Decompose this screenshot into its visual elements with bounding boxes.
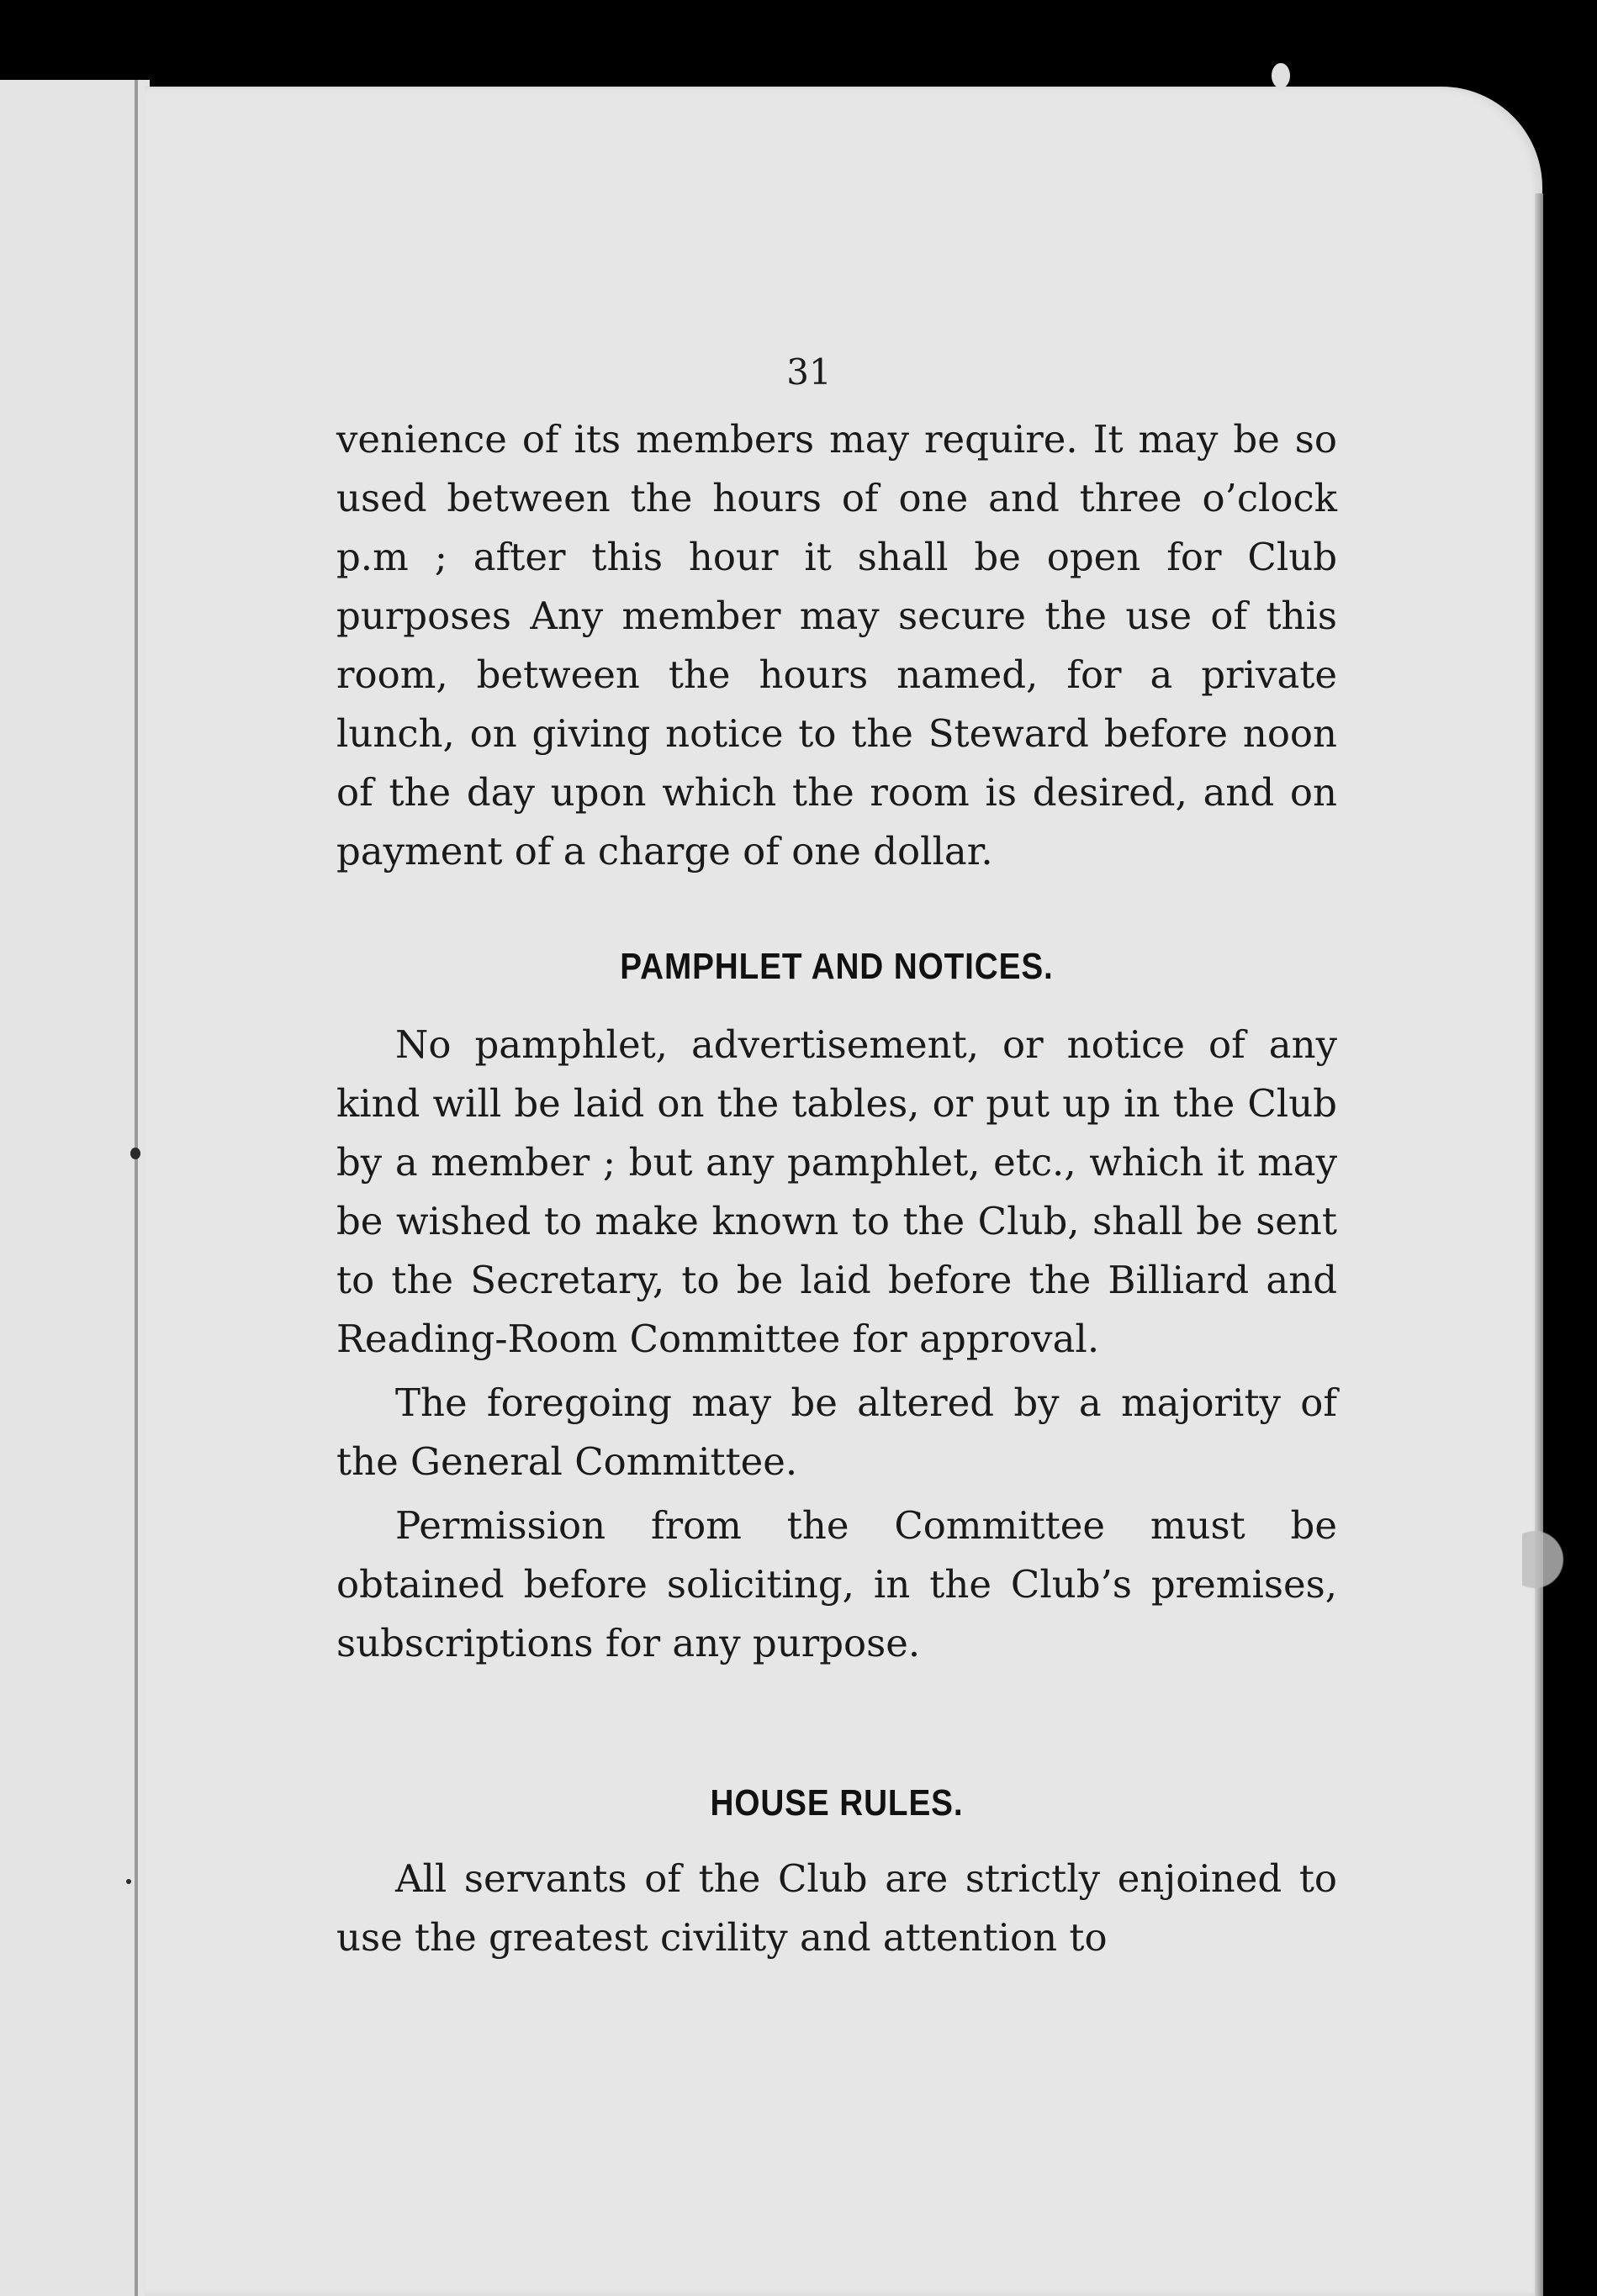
section-heading: PAMPHLET AND NOTICES. [620, 946, 1054, 987]
body-text-section-1 [336, 410, 1337, 881]
paragraph: No pamphlet, advertisement, or notice of any kind will be laid on the tables, or put up in the Club by a member ; but any pamphlet, etc., which it may be wished to make known to the Club, shall be sent to the Secretary, to be laid before the Billiard and Reading-Room Committee for approval. [336, 1022, 1337, 1361]
paragraph: venience of its members may require. It may be so used between the hours of one and three o’clock p.m ; after this hour it shall be open for Club purposes Any member may secure the use of this room, between the hours named, for a private lunch, on giving notice to the Steward before noon of the day upon which the room is desired, and on payment of a charge of one dollar. [336, 417, 1337, 874]
page-gutter [135, 80, 138, 2296]
paragraph: All servants of the Club are strictly enjoined to use the greatest civility and attention to [336, 1856, 1337, 1960]
paragraph: The foregoing may be altered by a majority of the General Committee. [336, 1380, 1337, 1484]
facing-page-edge [0, 80, 150, 2296]
paper-damage [1522, 1496, 1564, 1623]
body-text-section-2 [336, 1016, 1337, 1673]
page-edge-shadow [1535, 193, 1543, 2296]
ink-speck [1272, 63, 1290, 88]
ink-speck [130, 1148, 140, 1159]
section-heading: HOUSE RULES. [710, 1782, 964, 1824]
ink-speck [126, 1879, 131, 1884]
body-text-section-3 [336, 1850, 1337, 1967]
paragraph: Permission from the Committee must be obtained before soliciting, in the Club’s premises, subscriptions for any purpose. [336, 1503, 1337, 1665]
page-number: 31 [786, 351, 832, 393]
